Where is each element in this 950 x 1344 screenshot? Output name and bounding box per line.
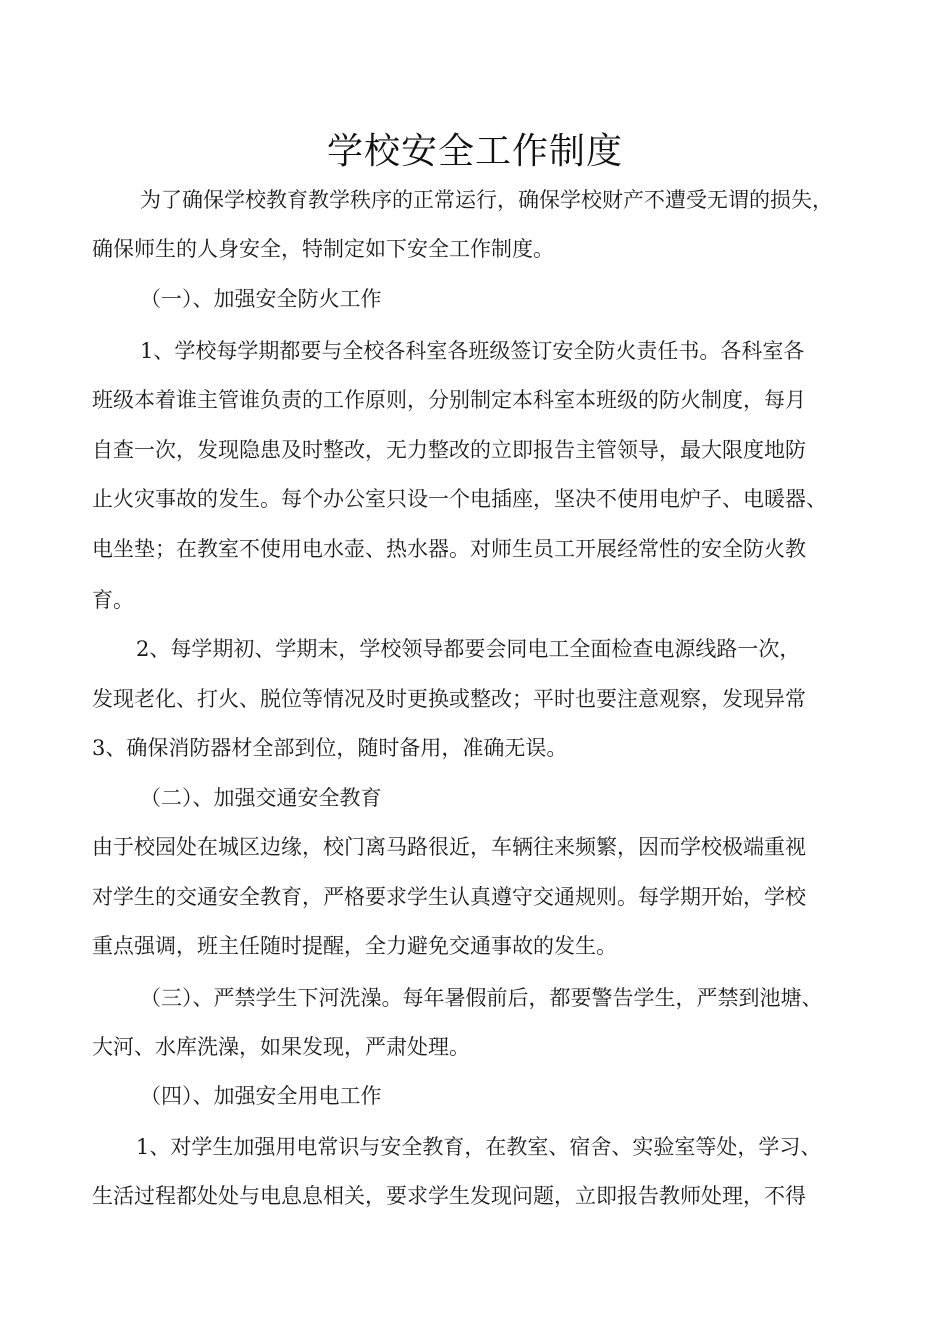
- section-heading: （三）、严禁学生下河洗澡。每年暑假前后，都要警告学生，严禁到池塘、: [140, 986, 823, 1010]
- paragraph-line: 育。: [92, 588, 134, 612]
- section-heading: （四）、加强安全用电工作: [140, 1084, 382, 1108]
- paragraph-line: 由于校园处在城区边缘，校门离马路很近，车辆往来频繁，因而学校极端重视: [92, 835, 806, 859]
- paragraph-line: 自查一次，发现隐患及时整改，无力整改的立即报告主管领导，最大限度地防: [92, 438, 806, 462]
- paragraph-line: 发现老化、打火、脱位等情况及时更换或整改；平时也要注意观察，发现异常: [92, 687, 806, 711]
- paragraph-line: 止火灾事故的发生。每个办公室只设一个电插座，坚决不使用电炉子、电暖器、: [92, 487, 827, 511]
- section-heading: （二）、加强交通安全教育: [140, 786, 382, 810]
- section-heading: （一）、加强安全防火工作: [140, 287, 382, 311]
- paragraph-line: 大河、水库洗澡，如果发现，严肃处理。: [92, 1035, 470, 1059]
- paragraph-line: 电坐垫；在教室不使用电水壶、热水器。对师生员工开展经常性的安全防火教: [92, 537, 806, 561]
- paragraph-line: 确保师生的人身安全，特制定如下安全工作制度。: [92, 237, 554, 261]
- paragraph-line: 为了确保学校教育教学秩序的正常运行，确保学校财产不遭受无谓的损失，: [140, 188, 833, 212]
- paragraph-line: 重点强调，班主任随时提醒，全力避免交通事故的发生。: [92, 934, 617, 958]
- paragraph-line: 3、确保消防器材全部到位，随时备用，准确无误。: [92, 736, 568, 760]
- paragraph-line: 1、对学生加强用电常识与安全教育，在教室、宿舍、实验室等处，学习、: [136, 1135, 822, 1159]
- document-title: 学校安全工作制度: [326, 131, 623, 172]
- paragraph-line: 1、学校每学期都要与全校各科室各班级签订安全防火责任书。各科室各: [140, 339, 805, 363]
- paragraph-line: 班级本着谁主管谁负责的工作原则，分别制定本科室本班级的防火制度，每月: [92, 388, 806, 412]
- paragraph-line: 对学生的交通安全教育，严格要求学生认真遵守交通规则。每学期开始，学校: [92, 885, 806, 909]
- paragraph-line: 2、每学期初、学期末，学校领导都要会同电工全面检查电源线路一次，: [136, 637, 801, 661]
- paragraph-line: 生活过程都处处与电息息相关，要求学生发现问题，立即报告教师处理，不得: [92, 1184, 806, 1208]
